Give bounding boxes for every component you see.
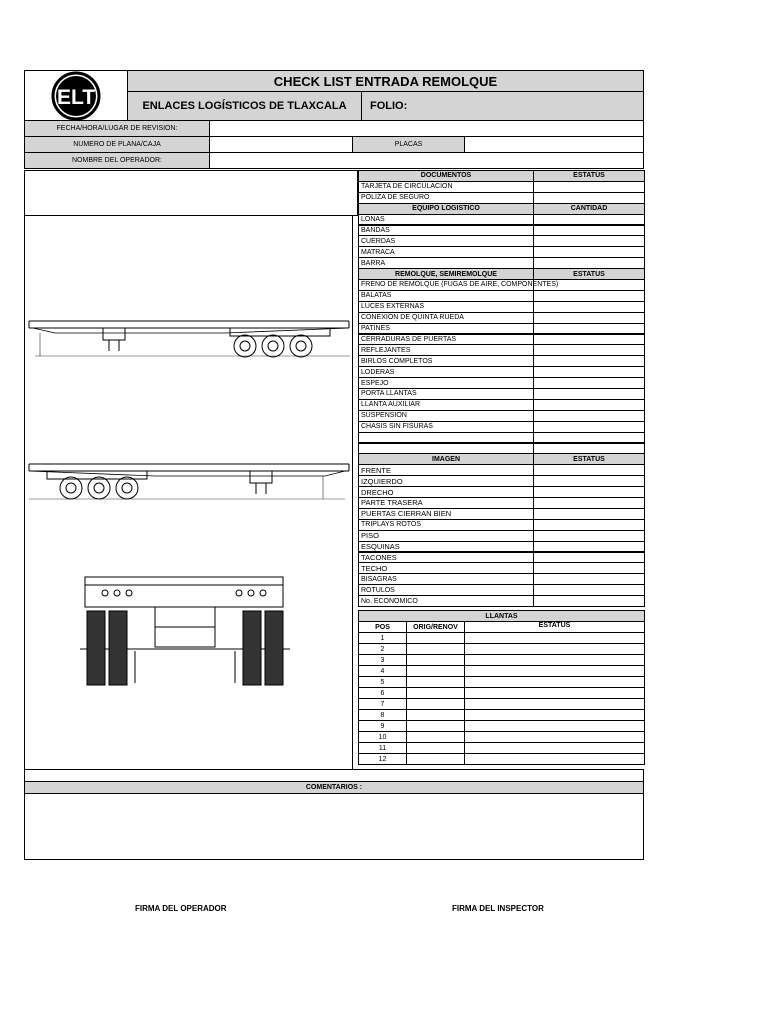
- remolque-header: REMOLQUE, SEMIREMOLQUE: [358, 268, 534, 280]
- remolque-row-label: PATINES: [358, 323, 534, 335]
- title-cell: [127, 70, 644, 92]
- remolque-row-label: CONEXIÓN DE QUINTA RUEDA: [358, 312, 534, 324]
- comentarios-label: COMENTARIOS :: [24, 781, 644, 794]
- imagen-row-label: TACONES: [358, 552, 534, 564]
- placas-label: PLACAS: [352, 136, 465, 153]
- imagen-row-label: DRECHO: [358, 486, 534, 498]
- comentarios-field[interactable]: [24, 793, 644, 860]
- page-title: CHECK LIST ENTRADA REMOLQUE: [273, 73, 498, 89]
- firma-inspector: FIRMA DEL INSPECTOR: [452, 904, 544, 913]
- llanta-status-field[interactable]: [464, 753, 645, 765]
- logo-box: [24, 70, 128, 121]
- imagen-row-label: TECHO: [358, 562, 534, 574]
- notes-box[interactable]: [24, 170, 358, 216]
- imagen-row-label: IZQUIERDO: [358, 475, 534, 487]
- operador-label: NOMBRE DEL OPERADOR:: [24, 152, 210, 169]
- placas-field[interactable]: [464, 136, 644, 153]
- folio-cell[interactable]: [361, 91, 644, 121]
- trailer-side-view-right: [25, 454, 352, 524]
- llanta-pos: 12: [358, 753, 407, 765]
- llanta-pos: 6: [358, 687, 407, 699]
- plana-field[interactable]: [209, 136, 353, 153]
- documento-row-label: TARJETA DE CIRCULACION: [358, 181, 534, 193]
- fecha-label: FECHA/HORA/LUGAR DE REVISION:: [24, 120, 210, 137]
- company-name: ENLACES LOGÍSTICOS DE TLAXCALA: [142, 100, 347, 112]
- documentos-header: DOCUMENTOS: [358, 170, 534, 182]
- imagen-row-label: PUERTAS CIERRAN BIEN: [358, 508, 534, 520]
- llanta-pos: 11: [358, 742, 407, 754]
- imagen-row-label: FRENTE: [358, 464, 534, 476]
- imagen-row-label: PARTE TRASERA: [358, 497, 534, 509]
- remolque-row-label: SUSPENSION: [358, 410, 534, 422]
- documento-row-label: POLIZA DE SEGURO: [358, 192, 534, 204]
- diagram-panel: [24, 215, 353, 770]
- logo-text: ELT: [56, 86, 96, 109]
- llanta-pos: 3: [358, 654, 407, 666]
- company-cell: [127, 91, 362, 121]
- equipo-row-label: CUERDAS: [358, 235, 534, 247]
- fecha-field[interactable]: [209, 120, 644, 137]
- equipo-header: EQUIPO LOGISTICO: [358, 203, 534, 215]
- trailer-rear-view: [75, 571, 295, 691]
- remolque-row-label: BALATAS: [358, 290, 534, 302]
- remolque-status-header: ESTATUS: [533, 268, 645, 280]
- equipo-row-label: BARRA: [358, 257, 534, 269]
- llanta-pos: 10: [358, 731, 407, 743]
- remolque-row-label: CERRADURAS DE PUERTAS: [358, 334, 534, 346]
- equipo-row-label: BANDAS: [358, 225, 534, 237]
- llantas-col-pos: POS: [358, 621, 407, 633]
- company-logo: [25, 71, 129, 122]
- documentos-status-header: ESTATUS: [533, 170, 645, 182]
- remolque-row-label: LUCES EXTERNAS: [358, 301, 534, 313]
- llanta-pos: 2: [358, 643, 407, 655]
- llantas-col-orig: ORIG/RENOV: [406, 621, 465, 633]
- trailer-side-view-left: [25, 311, 352, 381]
- imagen-row-label: PISO: [358, 530, 534, 542]
- remolque-row-label: REFLEJANTES: [358, 344, 534, 356]
- imagen-row-label: BISAGRAS: [358, 573, 534, 585]
- remolque-row-label: LODERAS: [358, 366, 534, 378]
- plana-label: NUMERO DE PLANA/CAJA: [24, 136, 210, 153]
- operador-field[interactable]: [209, 152, 644, 169]
- llantas-header: LLANTAS: [358, 610, 645, 622]
- imagen-row-label: TRIPLAYS ROTOS: [358, 519, 534, 531]
- equipo-row-label: MATRACA: [358, 246, 534, 258]
- remolque-row-label: ESPEJO: [358, 377, 534, 389]
- imagen-status-header: ESTATUS: [533, 453, 645, 465]
- folio-label: FOLIO:: [370, 100, 408, 112]
- imagen-row-status[interactable]: [533, 595, 645, 607]
- llanta-pos: 4: [358, 665, 407, 677]
- equipo-status-header: CANTIDAD: [533, 203, 645, 215]
- equipo-row-label: LONAS: [358, 214, 534, 226]
- imagen-row-label: No. ECONOMICO: [358, 595, 534, 607]
- remolque-row-label: LLANTA AUXILIAR: [358, 399, 534, 411]
- imagen-row-label: ESQUINAS: [358, 541, 534, 553]
- imagen-row-label: ROTULOS: [358, 584, 534, 596]
- firma-operador: FIRMA DEL OPERADOR: [135, 904, 227, 913]
- llanta-pos: 7: [358, 698, 407, 710]
- remolque-row-label: PORTA LLANTAS: [358, 388, 534, 400]
- llanta-pos: 1: [358, 632, 407, 644]
- remolque-row-label: FRENO DE REMOLQUE (FUGAS DE AIRE, COMPONENTES): [358, 279, 534, 291]
- remolque-row-label: BIRLOS COMPLETOS: [358, 355, 534, 367]
- llanta-pos: 8: [358, 709, 407, 721]
- imagen-header: IMAGEN: [358, 453, 534, 465]
- llanta-pos: 9: [358, 720, 407, 732]
- llanta-pos: 5: [358, 676, 407, 688]
- llantas-col-status: ESTATUS: [464, 621, 645, 633]
- remolque-row-label: CHASIS SIN FISURAS: [358, 421, 534, 433]
- llanta-orig-field[interactable]: [406, 753, 465, 765]
